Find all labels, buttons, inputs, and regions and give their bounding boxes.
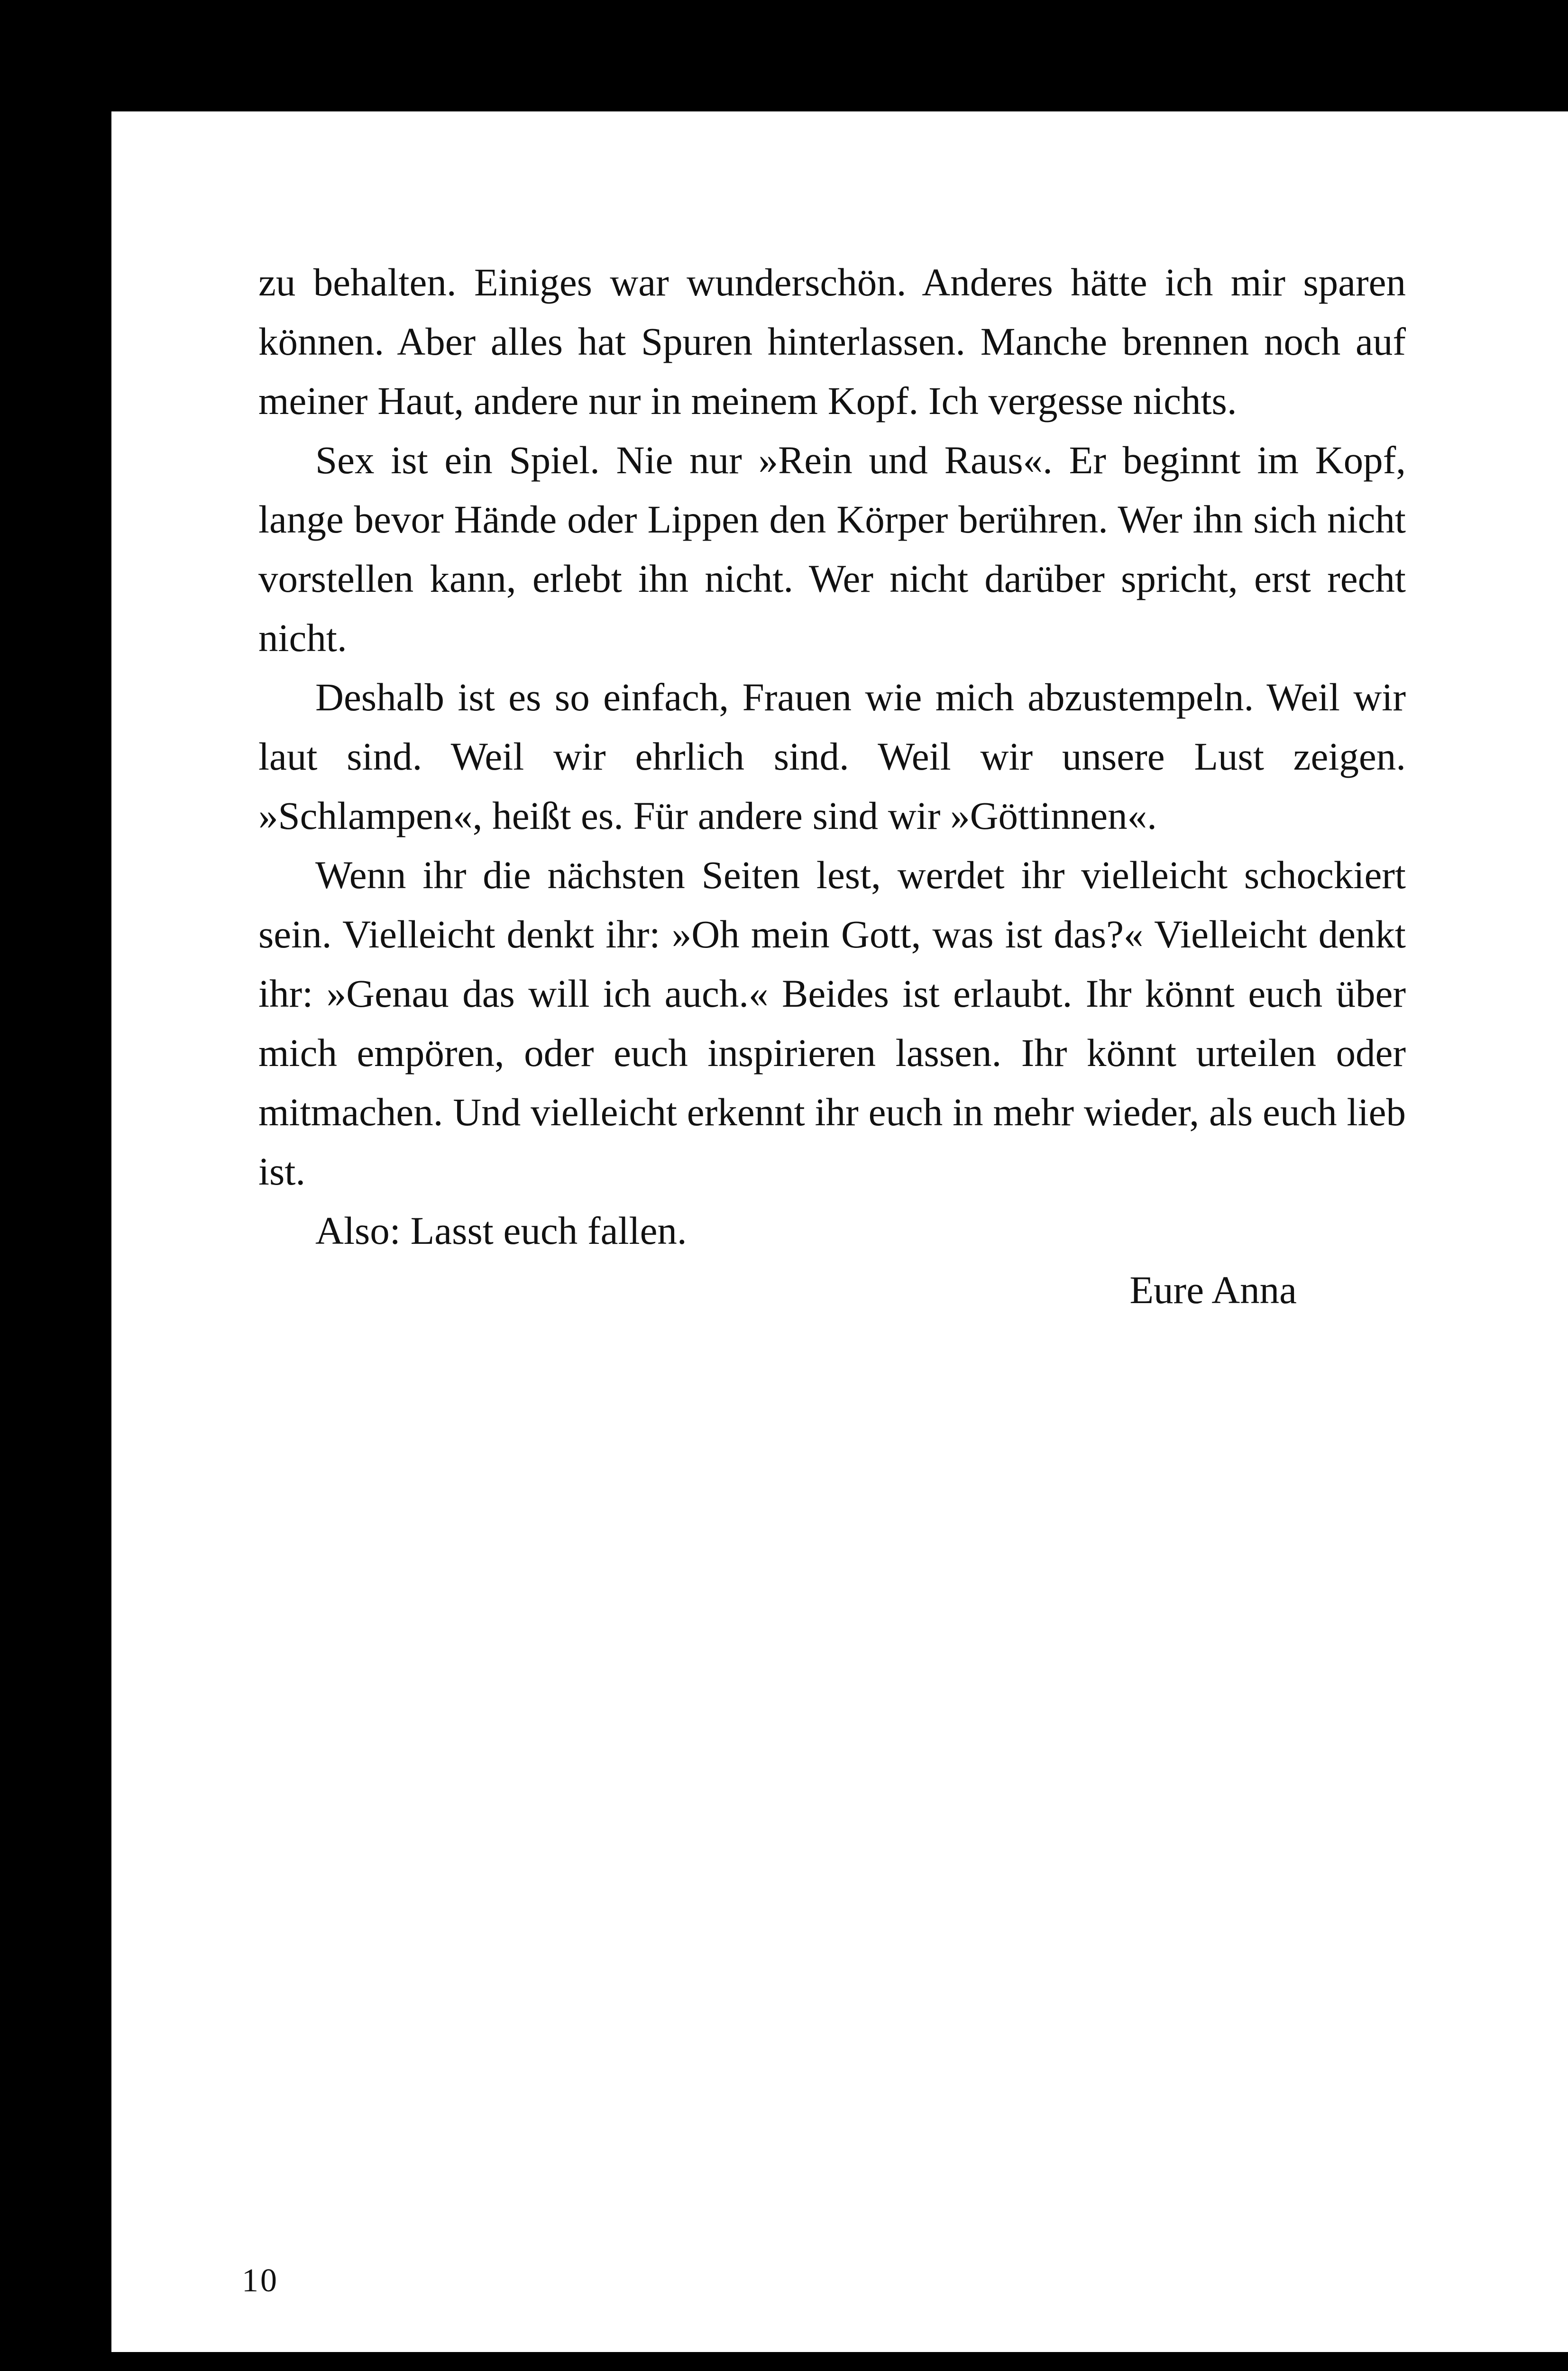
paragraph: zu behalten. Einiges war wunderschön. Anderes hätte ich mir sparen können. Aber alles hat Spuren hinterlassen. Manche brennen noch auf meiner Haut, andere nur in meinem Kopf. Ich vergesse nichts. (258, 260, 1406, 423)
body-text (258, 253, 1406, 1320)
paragraph: Also: Lasst euch fallen. (315, 1209, 687, 1252)
paragraph: Deshalb ist es so einfach, Frauen wie mich abzustempeln. Weil wir laut sind. Weil wir ehrlich sind. Weil wir unsere Lust zeigen. »Schlampen«, heißt es. Für andere sind wir »Göttinnen«. (258, 675, 1406, 837)
book-page (111, 111, 1568, 2352)
signature: Eure Anna (1129, 1268, 1297, 1312)
page-number: 10 (242, 2262, 279, 2299)
paragraph: Wenn ihr die nächsten Seiten lest, werdet ihr vielleicht schockiert sein. Vielleicht denkt ihr: »Oh mein Gott, was ist das?« Vielleicht denkt ihr: »Genau das will ich auch.« Beides ist erlaubt. Ihr könnt euch über mich empören, oder euch inspirieren lassen. Ihr könnt urteilen oder mitmachen. Und vielleicht erkennt ihr euch in mehr wieder, als euch lieb ist. (258, 853, 1406, 1193)
paragraph: Sex ist ein Spiel. Nie nur »Rein und Raus«. Er beginnt im Kopf, lange bevor Hände oder Lippen den Körper berühren. Wer ihn sich nicht vorstellen kann, erlebt ihn nicht. Wer nicht darüber spricht, erst recht nicht. (258, 438, 1406, 660)
